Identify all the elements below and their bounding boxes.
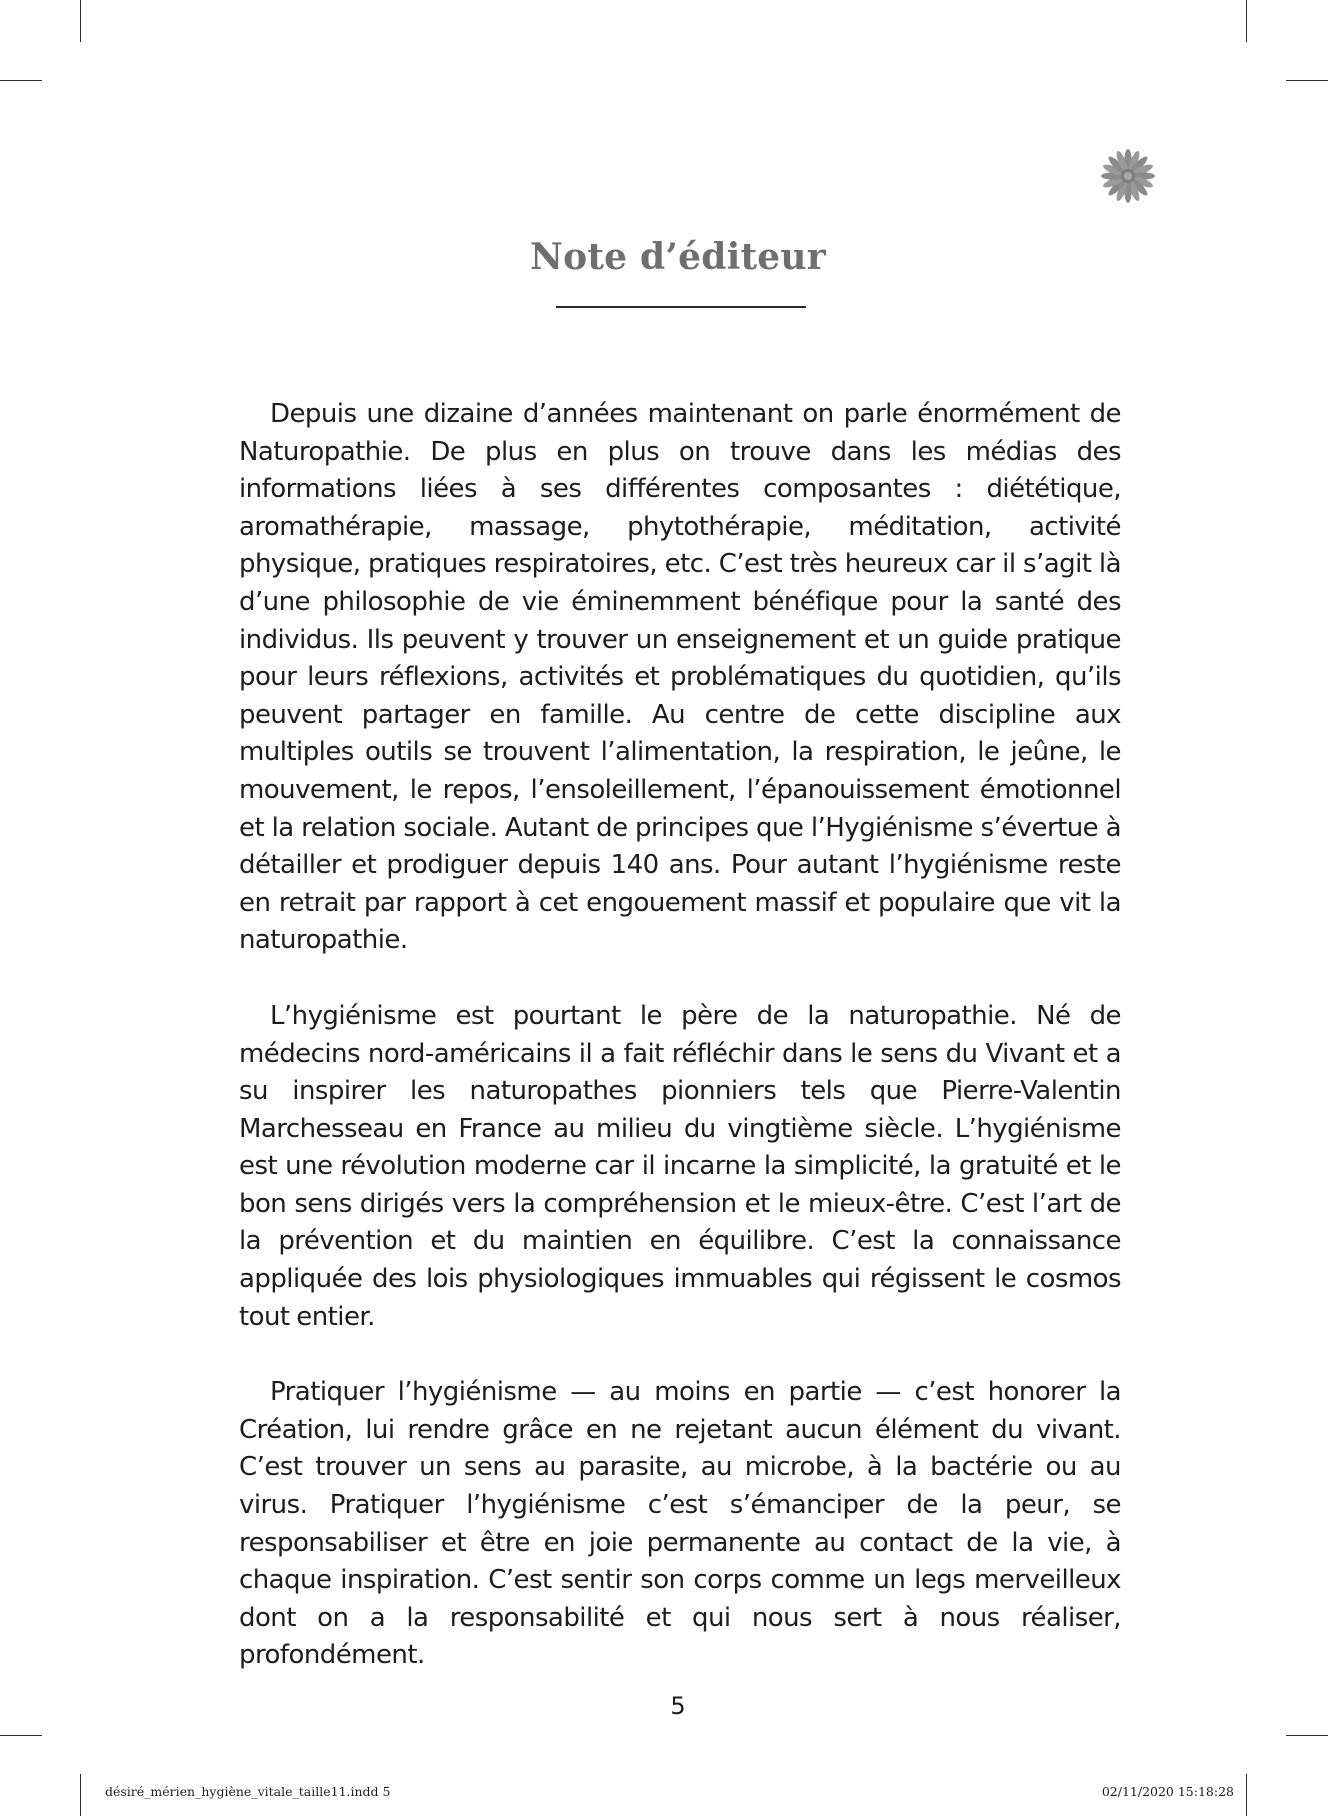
crop-mark-top-left-horizontal <box>0 80 42 81</box>
crop-mark-top-right-horizontal <box>1286 80 1328 81</box>
crop-mark-bottom-right-horizontal <box>1286 1735 1328 1736</box>
title-underline <box>556 306 806 308</box>
flower-ornament-icon <box>1098 146 1158 206</box>
slug-date: 02/11/2020 15:18:28 <box>1101 1784 1234 1799</box>
crop-mark-bottom-right-vertical <box>1246 1774 1247 1816</box>
page-title: Note d’éditeur <box>530 236 826 278</box>
paragraph-1: Depuis une dizaine d’années maintenant on parle énormément de Naturopathie. De plus en plus on trouve dans les médias des informations liées à ses différentes composantes : diététique, aromathérapie, massage, phytothérapie, méditation, activité physique, pratiques respiratoires, etc. C’est très heureux car il s’agit là d’une philosophie de vie éminemment bénéfique pour la santé des individus. Ils peuvent y trouver un enseignement et un guide pratique pour leurs réflexions, activités et problématiques du quotidien, qu’ils peuvent partager en famille. Au centre de cette discipline aux multiples outils se trouvent l’alimentation, la respiration, le jeûne, le mouvement, le repos, l’ensoleillement, l’épanouissement émotionnel et la relation sociale. Autant de principes que l’Hygiénisme s’évertue à détailler et prodiguer depuis 140 ans. Pour autant l’hygiénisme reste en retrait par rapport à cet engouement massif et populaire que vit la naturopathie. <box>239 399 1121 956</box>
crop-mark-top-left-vertical <box>80 0 81 42</box>
body-text <box>239 396 1121 1713</box>
crop-mark-bottom-left-vertical <box>80 1774 81 1816</box>
slug-filename: désiré_mérien_hygiène_vitale_taille11.indd 5 <box>105 1784 391 1799</box>
paragraph-3: Pratiquer l’hygiénisme — au moins en partie — c’est honorer la Création, lui rendre grâce en ne rejetant aucun élément du vivant. C’est trouver un sens au parasite, au microbe, à la bactérie ou au virus. Pratiquer l’hygiénisme c’est s’émanciper de la peur, se responsabiliser et être en joie permanente au contact de la vie, à chaque inspiration. C’est sentir son corps comme un legs merveilleux dont on a la responsabilité et qui nous sert à nous réaliser, profondément. <box>239 1377 1121 1671</box>
paragraph-2: L’hygiénisme est pourtant le père de la naturopathie. Né de médecins nord-américains il a fait réfléchir dans le sens du Vivant et a su inspirer les naturopathes pionniers tels que Pierre-Valentin Marchesseau en France au milieu du vingtième siècle. L’hygiénisme est une révolution moderne car il incarne la simplicité, la gratuité et le bon sens dirigés vers la compréhension et le mieux-être. C’est l’art de la prévention et du maintien en équilibre. C’est la connaissance appliquée des lois physiologiques immuables qui régissent le cosmos tout entier. <box>239 1000 1121 1332</box>
crop-mark-bottom-left-horizontal <box>0 1735 42 1736</box>
page-number: 5 <box>670 1692 686 1720</box>
crop-mark-top-right-vertical <box>1246 0 1247 42</box>
